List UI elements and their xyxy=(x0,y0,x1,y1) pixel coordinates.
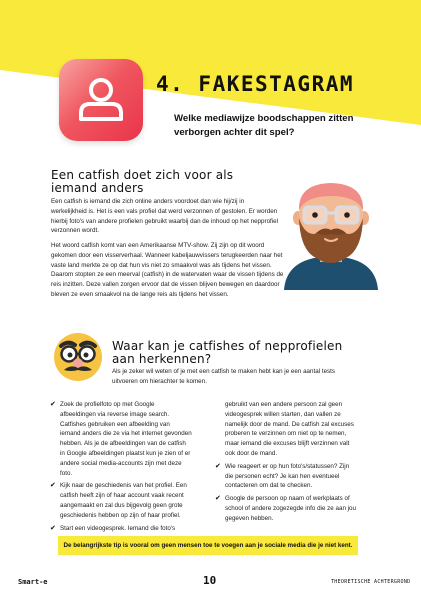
user-profile-icon xyxy=(59,59,143,141)
list-item: ✔ Google de persoon op naam of werkplaats of school of andere zogezegde info die ze aan jou gegeven hebben. xyxy=(215,495,356,522)
check-icon: ✔ xyxy=(50,524,56,532)
list-item: ✔ Wie reageert er op hun foto's/statussen? Zijn die personen echt? Je kan hen eventueel contacteren om dat te checken. xyxy=(215,462,350,490)
recognize-heading: Waar kan je catfishes of nepprofielen aan herkennen? xyxy=(112,339,343,366)
check-icon: ✔ xyxy=(215,495,221,503)
footer-brand: Smart-e xyxy=(18,578,48,586)
footer-section: THEORETISCHE ACHTERGROND xyxy=(331,579,411,585)
page-number: 10 xyxy=(203,574,217,587)
catfish-paragraph-1: Een catfish is iemand die zich online anders voordoet dan wie hij/zij in werkelijkheid is. Het is een vals profiel dat werd verzonnen of gestolen. Er worden hierbij foto's van andere profielen gebruikt waarbij dan de inhoud op het nepprofiel verzonnen wordt. xyxy=(51,198,279,235)
list-item: ✔ Zoek de profielfoto op met Google afbeeldingen via reverse image search. Catfishes gebruiken een afbeelding van iemand anders die ze via het internet gevonden hebben. Als je de afbeeldingen van de catfish in Google afbeeldingen plaatst kun je zien of er andere social media-accounts zijn met deze foto. xyxy=(50,401,192,477)
page-subtitle: Welke mediawijze boodschappen zitten verborgen achter dit spel? xyxy=(174,113,354,138)
recognize-intro: Als je zeker wil weten of je met een catfish te maken hebt kan je een aantal tests uitvoeren om hierachter te komen. xyxy=(112,368,336,385)
check-icon: ✔ xyxy=(215,462,221,470)
catfish-heading: Een catfish doet zich voor als iemand anders xyxy=(51,168,234,195)
catfish-paragraph-2: Het woord catfish komt van een Amerikaanse MTV-show. Zij zijn op dit woord gekomen door een visserverhaal. Wanneer kabeljauwvissers terugkeerden naar het vaste land merkte ze op dat hun vis niet zo smaakvol was als tijdens het vissen. Daarom stopten ze een meerval (catfish) in de watervaten waar de vissen tijdens de reis inzitten. Deze vallen zorgen ervoor dat de vissen blijven bewegen en daardoor bleven ze even smaakvol na de lange reis als tijdens het vissen. xyxy=(51,242,284,298)
check-icon: ✔ xyxy=(50,401,56,408)
bullet-list-left xyxy=(50,400,192,536)
bullet-list-right xyxy=(215,400,357,527)
disguise-glasses-emoji xyxy=(52,331,104,383)
page-title: 4. FAKESTAGRAM xyxy=(156,72,355,96)
list-item-continuation: gebruikt van een andere persoon zal geen videogesprek willen starten, dan vallen ze namelijk door de mand. De catfish zal excuses proberen te verzinnen om niet op te nemen, maar iemand die excuses blijft verzinnen valt ook door de mand. xyxy=(225,401,354,457)
bearded-man-avatar xyxy=(276,178,386,290)
check-icon: ✔ xyxy=(50,482,56,490)
list-item: ✔ Kijk naar de geschiedenis van het profiel. Een catfish heeft zijn of haar account vaak recent aangemaakt en zal dus bijgevolg geen grote geschiedenis hebben op zijn of haar profiel. xyxy=(50,482,187,519)
tip-banner: De belangrijkste tip is vooral om geen mensen toe te voegen aan je sociale media die je niet kent. xyxy=(58,536,358,555)
list-item: ✔ Start een videogesprek. Iemand die foto's xyxy=(50,524,176,532)
